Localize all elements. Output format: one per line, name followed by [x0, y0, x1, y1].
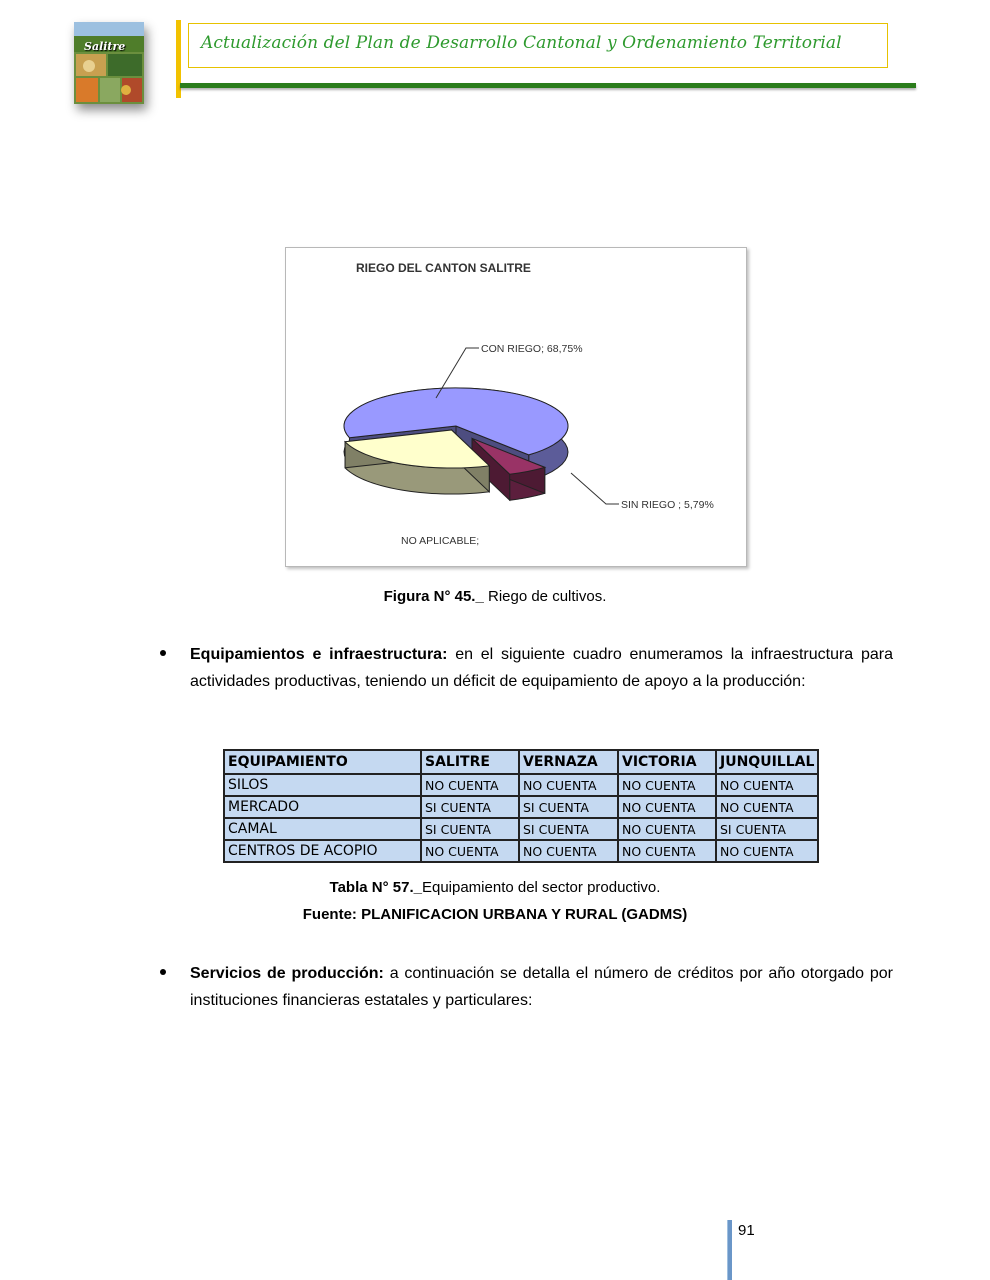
table-header-cell: SALITRE [421, 750, 519, 774]
document-title: Actualización del Plan de Desarrollo Cantonal y Ordenamiento Territorial [201, 33, 842, 53]
table-cell: SI CUENTA [421, 796, 519, 818]
table-cell: SI CUENTA [716, 818, 818, 840]
table-source: Fuente: PLANIFICACION URBANA Y RURAL (GADMS) [302, 906, 688, 923]
table-cell: NO CUENTA [618, 840, 716, 862]
table-cell: CENTROS DE ACOPIO [224, 840, 421, 862]
pie-data-label: NO APLICABLE; [401, 535, 480, 547]
table-header-row [224, 750, 818, 774]
page-number-divider [727, 1220, 732, 1280]
page-number: 91 [738, 1222, 755, 1239]
table-row [224, 840, 818, 862]
table-cell: SI CUENTA [519, 796, 618, 818]
equipment-paragraph [190, 641, 893, 695]
logo-text: Salitre [84, 40, 126, 53]
table-cell: MERCADO [224, 796, 421, 818]
table-cell: CAMAL [224, 818, 421, 840]
table-row [224, 796, 818, 818]
chart-title: RIEGO DEL CANTON SALITRE [356, 261, 531, 275]
table-cell: NO CUENTA [716, 774, 818, 796]
table-cell: NO CUENTA [716, 840, 818, 862]
chart-frame [285, 247, 747, 567]
table-cell: SI CUENTA [421, 818, 519, 840]
services-text: a continuación se detalla el número de créditos por año otorgado por instituciones financieras estatales y particulares: [190, 965, 894, 1009]
table-cell: SILOS [224, 774, 421, 796]
table-row [224, 818, 818, 840]
table-cell: NO CUENTA [519, 774, 618, 796]
equipment-heading: Equipamientos e infraestructura: [190, 646, 448, 663]
pie-data-label: CON RIEGO; 68,75% [481, 343, 583, 355]
header-divider [180, 83, 916, 88]
table-cell: NO CUENTA [519, 840, 618, 862]
logo-collage-image [74, 22, 144, 104]
figure-caption [0, 588, 990, 605]
table-caption-text: Equipamiento del sector productivo. [421, 879, 661, 896]
table-cell: NO CUENTA [618, 796, 716, 818]
figure-caption-text: Riego de cultivos. [483, 588, 607, 605]
table-cell: NO CUENTA [421, 774, 519, 796]
equipment-table [223, 749, 819, 863]
services-heading: Servicios de producción: [190, 965, 384, 982]
pie-data-label: SIN RIEGO ; 5,79% [621, 499, 714, 511]
table-cell: NO CUENTA [716, 796, 818, 818]
pie-group [344, 343, 714, 547]
table-cell: NO CUENTA [618, 818, 716, 840]
table-caption-label: Tabla N° 57._ [329, 879, 422, 896]
table-header-cell: VERNAZA [519, 750, 618, 774]
table-cell: SI CUENTA [519, 818, 618, 840]
services-paragraph [190, 960, 893, 1014]
table-header-cell: JUNQUILLAL [716, 750, 818, 774]
table-header-cell: VICTORIA [618, 750, 716, 774]
table-header-cell: EQUIPAMIENTO [224, 750, 421, 774]
equipment-text: en el siguiente cuadro enumeramos la infraestructura para actividades productivas, teniendo un déficit de equipamiento de apoyo a la producción: [190, 646, 894, 690]
pie-chart [286, 248, 746, 566]
salitre-logo [74, 22, 144, 104]
bullet-icon [160, 650, 166, 656]
table-cell: NO CUENTA [618, 774, 716, 796]
pie-leader-line [571, 473, 619, 504]
table-cell: NO CUENTA [421, 840, 519, 862]
table-row [224, 774, 818, 796]
bullet-icon [160, 969, 166, 975]
header-title-box [188, 23, 888, 68]
figure-caption-label: Figura N° 45._ [383, 588, 484, 605]
table-caption [0, 879, 990, 896]
